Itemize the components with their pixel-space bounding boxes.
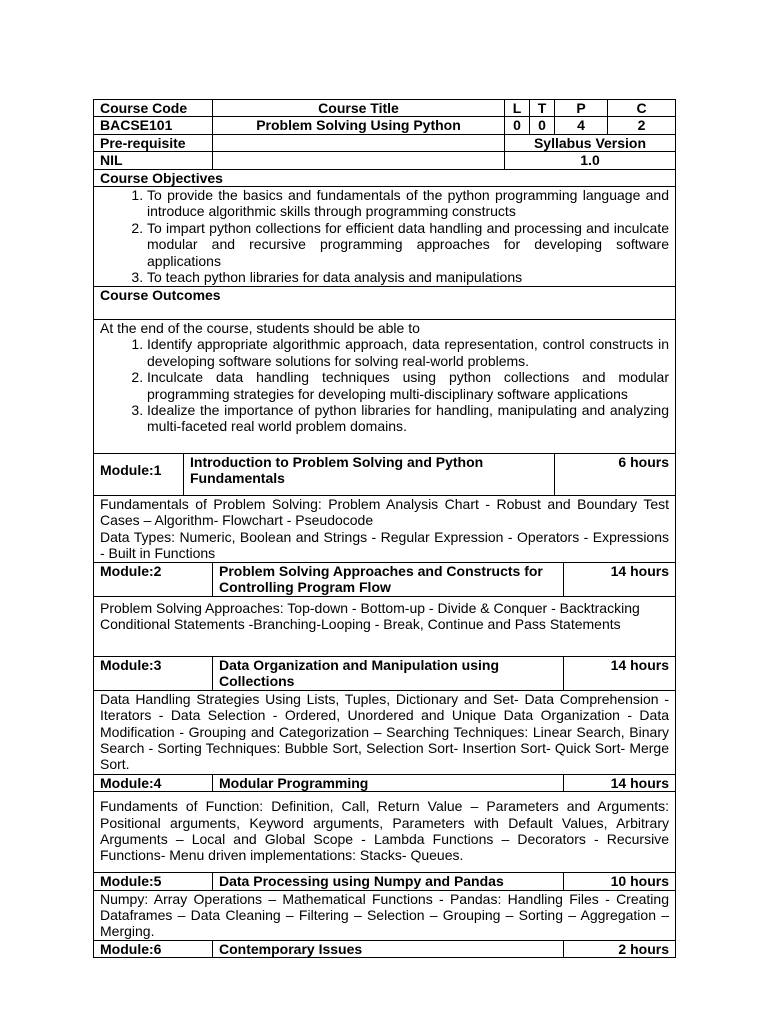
- outcome-item: 1. Identify appropriate algorithmic approach, data representation, control constructs in developing software solutions for solving real-world problems.: [147, 336, 669, 369]
- prerequisite-label: Pre-requisite: [94, 134, 213, 151]
- module-5-content: [94, 890, 676, 940]
- module-title: Modular Programming: [213, 774, 564, 791]
- module-3-header: [94, 657, 676, 691]
- objectives-list: [100, 187, 669, 285]
- module-label: Module:5: [94, 873, 213, 890]
- module-content-cell: [94, 690, 676, 774]
- module-4-content: [94, 792, 676, 873]
- module-title: Introduction to Problem Solving and Python Fundamentals: [184, 454, 555, 496]
- module-2-content: [94, 597, 676, 657]
- module-title: Problem Solving Approaches and Constructs for Controlling Program Flow: [213, 563, 564, 597]
- module-4-header: [94, 774, 676, 791]
- module-1-header: [94, 454, 676, 496]
- module-label: Module:3: [94, 657, 213, 691]
- header-values-row: [94, 117, 676, 134]
- module-hours: 6 hours: [555, 454, 676, 496]
- outcomes-intro: At the end of the course, students should be able to: [100, 320, 420, 337]
- module-content-paragraph: Fundamentals of Problem Solving: Problem Analysis Chart - Robust and Boundary Test Cases – Algorithm- Flowchart - Pseudocode: [100, 496, 669, 529]
- module-content-cell: [94, 597, 676, 657]
- header-labels-row: [94, 100, 676, 117]
- module-6-header: [94, 940, 676, 957]
- module-content-paragraph: Numpy: Array Operations – Mathematical Functions - Pandas: Handling Files - Creating Dataframes – Data Cleaning – Filtering – Selection – Grouping – Sorting – Aggregation – Merging.: [100, 890, 669, 940]
- outcomes-heading-row: [94, 287, 676, 320]
- prereq-values-row: [94, 152, 676, 169]
- c-value: 2: [608, 117, 676, 134]
- module-hours: 2 hours: [564, 940, 676, 957]
- module-content-paragraph: Conditional Statements -Branching-Looping - Break, Continue and Pass Statements: [100, 616, 621, 633]
- outcome-item: 3. Idealize the importance of python libraries for handling, manipulating and analyzing multi-faceted real world problem domains.: [147, 402, 669, 435]
- module-label: Module:1: [94, 454, 184, 496]
- module-content-cell: [94, 792, 676, 873]
- syllabus-version-value: 1.0: [505, 152, 676, 169]
- objectives-heading-row: [94, 169, 676, 186]
- outcomes-cell: [94, 320, 676, 454]
- course-objectives-heading: Course Objectives: [94, 169, 676, 186]
- objectives-cell: [94, 187, 676, 287]
- module-hours: 14 hours: [564, 563, 676, 597]
- outcomes-row: [94, 320, 676, 454]
- outcome-item: 2. Inculcate data handling techniques using python collections and modular programming strategies for developing multi-disciplinary software applications: [147, 369, 669, 402]
- objective-item: 3. To teach python libraries for data analysis and manipulations: [147, 269, 669, 285]
- module-3-content: [94, 690, 676, 774]
- outcomes-list: [100, 336, 669, 434]
- p-value: 4: [555, 117, 608, 134]
- module-5-header: [94, 873, 676, 890]
- module-label: Module:2: [94, 563, 213, 597]
- module-title: Data Organization and Manipulation using Collections: [213, 657, 564, 691]
- syllabus-table: [93, 99, 676, 958]
- module-content-paragraph: Problem Solving Approaches: Top-down - Bottom-up - Divide & Conquer - Backtracking: [100, 600, 640, 617]
- module-content-paragraph: Fundaments of Function: Definition, Call, Return Value – Parameters and Arguments: Positional arguments, Keyword arguments, Parameters with Default Values, Arbitrary Arguments – Local and Global Scope - Lambda Functions – Decorators - Recursive Functions- Menu driven implementations: Stacks- Queues.: [100, 798, 669, 864]
- module-content-paragraph: Data Handling Strategies Using Lists, Tuples, Dictionary and Set- Data Comprehension - Iterators - Data Selection - Ordered, Unordered and Unique Data Organization - Data Modification - Grouping and Categorization – Searching Techniques: Linear Search, Binary Search - Sorting Techniques: Bubble Sort, Selection Sort- Insertion Sort- Quick Sort- Merge Sort.: [100, 690, 669, 773]
- t-label: T: [530, 100, 555, 117]
- blank-cell: [213, 134, 505, 151]
- course-code-label: Course Code: [94, 100, 213, 117]
- module-content-cell: [94, 496, 676, 563]
- prerequisite-value: NIL: [94, 152, 213, 169]
- module-title: Data Processing using Numpy and Pandas: [213, 873, 564, 890]
- course-title: Problem Solving Using Python: [213, 117, 505, 134]
- blank-cell: [213, 152, 505, 169]
- prereq-labels-row: [94, 134, 676, 151]
- objectives-row: [94, 187, 676, 287]
- l-label: L: [505, 100, 530, 117]
- module-label: Module:6: [94, 940, 213, 957]
- course-code: BACSE101: [94, 117, 213, 134]
- objective-item: 2. To impart python collections for efficient data handling and processing and inculcate modular and recursive programming approaches for developing software applications: [147, 220, 669, 269]
- t-value: 0: [530, 117, 555, 134]
- course-title-label: Course Title: [213, 100, 505, 117]
- module-hours: 14 hours: [564, 657, 676, 691]
- module-title: Contemporary Issues: [213, 940, 564, 957]
- module-content-cell: [94, 890, 676, 940]
- module-hours: 14 hours: [564, 774, 676, 791]
- objective-item: 1. To provide the basics and fundamentals of the python programming language and introduce algorithmic skills through programming constructs: [147, 187, 669, 220]
- l-value: 0: [505, 117, 530, 134]
- module-label: Module:4: [94, 774, 213, 791]
- course-outcomes-heading: Course Outcomes: [94, 287, 676, 320]
- module-content-paragraph: Data Types: Numeric, Boolean and Strings - Regular Expression - Operators - Expressions - Built in Functions: [100, 528, 669, 562]
- syllabus-version-label: Syllabus Version: [505, 134, 676, 151]
- p-label: P: [555, 100, 608, 117]
- module-2-header: [94, 563, 676, 597]
- c-label: C: [608, 100, 676, 117]
- module-hours: 10 hours: [564, 873, 676, 890]
- module-1-content: [94, 496, 676, 563]
